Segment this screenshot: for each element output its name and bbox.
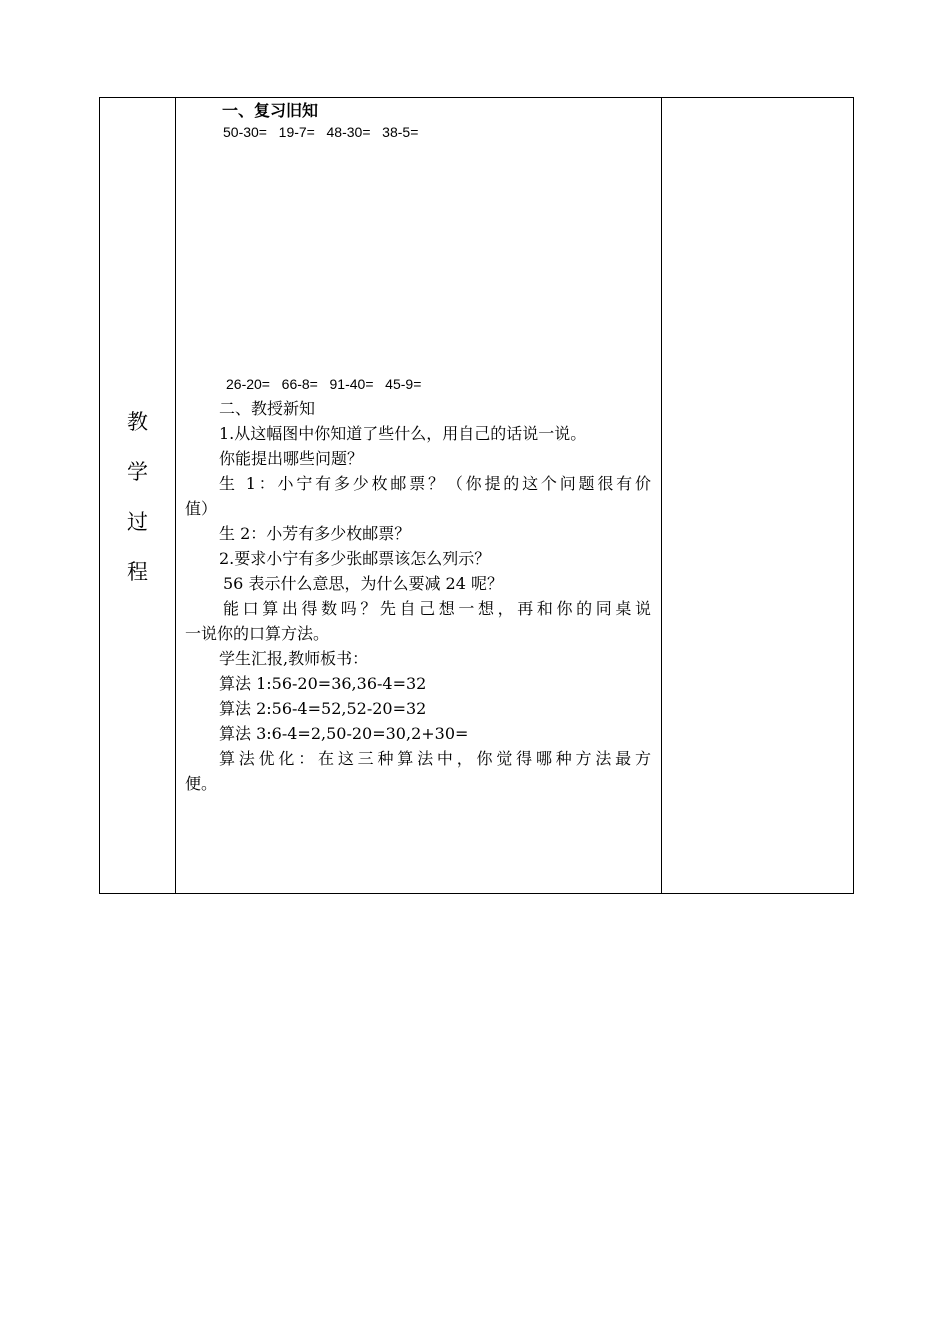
- mental-math-prompt-line-2: 一说你的口算方法。: [185, 624, 330, 643]
- question-2-follow-up: 56 表示什么意思，为什么要减 24 呢？: [223, 574, 503, 593]
- section-label-cell: [100, 98, 175, 893]
- method-optimization-line-1: 算法优化：在这三种算法中，你觉得哪种方法最方: [219, 749, 651, 768]
- question-1: 1.从这幅图中你知道了些什么，用自己的话说一说。: [219, 424, 587, 443]
- student-1-answer-line-2: 值）: [185, 499, 218, 518]
- question-2: 2.要求小宁有多少张邮票该怎么列示？: [219, 549, 491, 568]
- method-3: 算法 3:6-4=2,50-20=30,2+30=: [219, 724, 469, 743]
- method-optimization-line-2: 便。: [185, 774, 218, 793]
- question-1-follow-up: 你能提出哪些问题？: [219, 449, 364, 468]
- notes-cell: [662, 98, 853, 893]
- student-2-answer: 生 2：小芳有多少枚邮票？: [219, 524, 411, 543]
- review-heading: 一、复习旧知: [222, 101, 319, 120]
- review-exercises-row-1: 50-30= 19-7= 48-30= 38-5=: [223, 124, 419, 140]
- student-report: 学生汇报,教师板书：: [219, 649, 369, 668]
- student-1-answer-line-1: 生 1：小宁有多少枚邮票？（你提的这个问题很有价: [219, 474, 651, 493]
- content-cell: [176, 98, 661, 893]
- review-exercises-row-2: 26-20= 66-8= 91-40= 45-9=: [226, 376, 422, 392]
- mental-math-prompt-line-1: 能口算出得数吗？先自己想一想，再和你的同桌说: [223, 599, 651, 618]
- section-label-char: 过: [127, 510, 148, 534]
- method-2: 算法 2:56-4=52,52-20=32: [219, 699, 427, 718]
- section-label-char: 程: [127, 560, 148, 584]
- new-knowledge-heading: 二、教授新知: [219, 399, 316, 418]
- section-label-char: 教: [127, 410, 148, 434]
- section-label-char: 学: [127, 460, 148, 484]
- method-1: 算法 1:56-20=36,36-4=32: [219, 674, 427, 693]
- lesson-plan-table: [99, 97, 854, 894]
